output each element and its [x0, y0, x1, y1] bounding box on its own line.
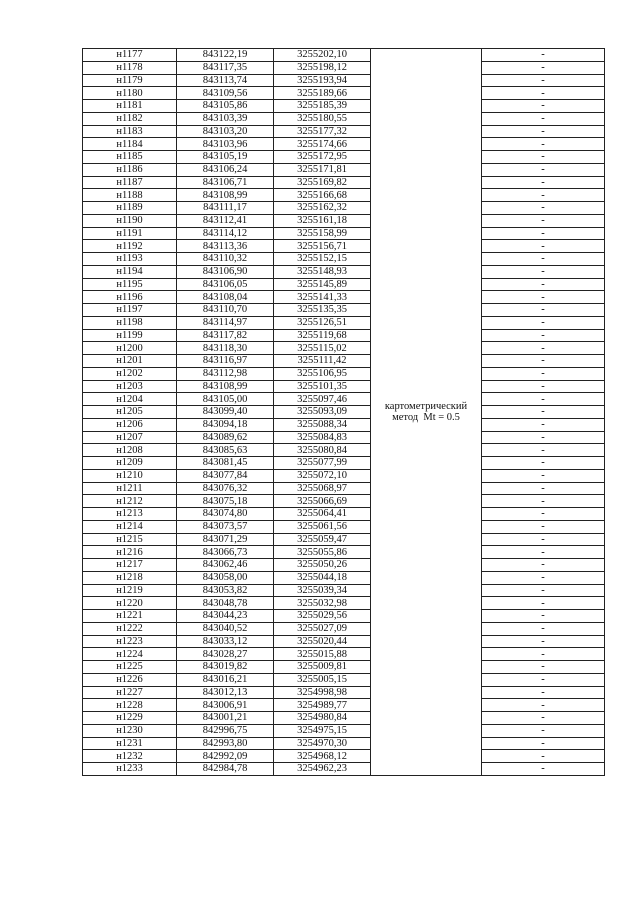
y-coordinate-cell: 3255055,86: [274, 546, 371, 559]
dash-cell: -: [482, 291, 605, 304]
table-row: [83, 329, 605, 342]
x-coordinate-cell: 843108,04: [177, 291, 274, 304]
point-name-cell: н1196: [83, 291, 177, 304]
y-coordinate-cell: 3255050,26: [274, 559, 371, 572]
y-coordinate-cell: 3255171,81: [274, 163, 371, 176]
point-name-cell: н1213: [83, 508, 177, 521]
y-coordinate-cell: 3255032,98: [274, 597, 371, 610]
x-coordinate-cell: 843071,29: [177, 533, 274, 546]
x-coordinate-cell: 843110,32: [177, 253, 274, 266]
table-row: [83, 495, 605, 508]
dash-cell: -: [482, 495, 605, 508]
x-coordinate-cell: 842996,75: [177, 724, 274, 737]
point-name-cell: н1217: [83, 559, 177, 572]
point-name-cell: н1182: [83, 112, 177, 125]
point-name-cell: н1184: [83, 138, 177, 151]
x-coordinate-cell: 843053,82: [177, 584, 274, 597]
dash-cell: -: [482, 661, 605, 674]
y-coordinate-cell: 3255101,35: [274, 380, 371, 393]
point-name-cell: н1215: [83, 533, 177, 546]
y-coordinate-cell: 3255152,15: [274, 253, 371, 266]
point-name-cell: н1232: [83, 750, 177, 763]
dash-cell: -: [482, 406, 605, 419]
point-name-cell: н1220: [83, 597, 177, 610]
y-coordinate-cell: 3255059,47: [274, 533, 371, 546]
y-coordinate-cell: 3255097,46: [274, 393, 371, 406]
y-coordinate-cell: 3255080,84: [274, 444, 371, 457]
point-name-cell: н1199: [83, 329, 177, 342]
table-row: [83, 278, 605, 291]
dash-cell: -: [482, 138, 605, 151]
dash-cell: -: [482, 253, 605, 266]
dash-cell: -: [482, 214, 605, 227]
point-name-cell: н1214: [83, 520, 177, 533]
y-coordinate-cell: 3254970,30: [274, 737, 371, 750]
x-coordinate-cell: 843106,71: [177, 176, 274, 189]
y-coordinate-cell: 3254962,23: [274, 763, 371, 776]
table-row: [83, 291, 605, 304]
table-row: [83, 520, 605, 533]
point-name-cell: н1186: [83, 163, 177, 176]
point-name-cell: н1201: [83, 355, 177, 368]
point-name-cell: н1198: [83, 316, 177, 329]
table-row: [83, 546, 605, 559]
table-row: [83, 571, 605, 584]
dash-cell: -: [482, 635, 605, 648]
table-row: [83, 406, 605, 419]
point-name-cell: н1192: [83, 240, 177, 253]
y-coordinate-cell: 3255161,18: [274, 214, 371, 227]
x-coordinate-cell: 843113,36: [177, 240, 274, 253]
x-coordinate-cell: 843103,96: [177, 138, 274, 151]
y-coordinate-cell: 3254989,77: [274, 699, 371, 712]
table-row: [83, 125, 605, 138]
x-coordinate-cell: 843006,91: [177, 699, 274, 712]
dash-cell: -: [482, 686, 605, 699]
x-coordinate-cell: 843109,56: [177, 87, 274, 100]
dash-cell: -: [482, 265, 605, 278]
x-coordinate-cell: 843103,39: [177, 112, 274, 125]
dash-cell: -: [482, 125, 605, 138]
y-coordinate-cell: 3255111,42: [274, 355, 371, 368]
x-coordinate-cell: 843113,74: [177, 74, 274, 87]
dash-cell: -: [482, 163, 605, 176]
point-name-cell: н1193: [83, 253, 177, 266]
table-row: [83, 393, 605, 406]
point-name-cell: н1211: [83, 482, 177, 495]
x-coordinate-cell: 842993,80: [177, 737, 274, 750]
table-row: [83, 61, 605, 74]
point-name-cell: н1187: [83, 176, 177, 189]
table-row: [83, 176, 605, 189]
x-coordinate-cell: 843114,12: [177, 227, 274, 240]
x-coordinate-cell: 843040,52: [177, 622, 274, 635]
x-coordinate-cell: 843094,18: [177, 418, 274, 431]
table-row: [83, 74, 605, 87]
x-coordinate-cell: 843081,45: [177, 457, 274, 470]
table-row: [83, 724, 605, 737]
y-coordinate-cell: 3255174,66: [274, 138, 371, 151]
y-coordinate-cell: 3254968,12: [274, 750, 371, 763]
y-coordinate-cell: 3255172,95: [274, 151, 371, 164]
dash-cell: -: [482, 559, 605, 572]
dash-cell: -: [482, 597, 605, 610]
dash-cell: -: [482, 61, 605, 74]
dash-cell: -: [482, 380, 605, 393]
x-coordinate-cell: 843106,05: [177, 278, 274, 291]
table-row: [83, 673, 605, 686]
dash-cell: -: [482, 151, 605, 164]
table-row: [83, 431, 605, 444]
point-name-cell: н1183: [83, 125, 177, 138]
dash-cell: -: [482, 444, 605, 457]
table-row: [83, 304, 605, 317]
table-row: [83, 737, 605, 750]
table-row: [83, 533, 605, 546]
x-coordinate-cell: 843105,19: [177, 151, 274, 164]
point-name-cell: н1225: [83, 661, 177, 674]
dash-cell: -: [482, 74, 605, 87]
table-row: [83, 367, 605, 380]
y-coordinate-cell: 3255169,82: [274, 176, 371, 189]
point-name-cell: н1227: [83, 686, 177, 699]
dash-cell: -: [482, 699, 605, 712]
x-coordinate-cell: 843062,46: [177, 559, 274, 572]
point-name-cell: н1212: [83, 495, 177, 508]
y-coordinate-cell: 3255009,81: [274, 661, 371, 674]
y-coordinate-cell: 3255162,32: [274, 202, 371, 215]
y-coordinate-cell: 3255061,56: [274, 520, 371, 533]
x-coordinate-cell: 842984,78: [177, 763, 274, 776]
x-coordinate-cell: 843103,20: [177, 125, 274, 138]
dash-cell: -: [482, 227, 605, 240]
table-row: [83, 661, 605, 674]
x-coordinate-cell: 843108,99: [177, 380, 274, 393]
y-coordinate-cell: 3254980,84: [274, 712, 371, 725]
table-row: [83, 49, 605, 62]
x-coordinate-cell: 843099,40: [177, 406, 274, 419]
dash-cell: -: [482, 584, 605, 597]
dash-cell: -: [482, 431, 605, 444]
table-row: [83, 610, 605, 623]
dash-cell: -: [482, 482, 605, 495]
point-name-cell: н1200: [83, 342, 177, 355]
dash-cell: -: [482, 355, 605, 368]
y-coordinate-cell: 3255072,10: [274, 469, 371, 482]
point-name-cell: н1207: [83, 431, 177, 444]
dash-cell: -: [482, 724, 605, 737]
coordinates-table: [82, 48, 605, 776]
dash-cell: -: [482, 278, 605, 291]
dash-cell: -: [482, 367, 605, 380]
table-row: [83, 112, 605, 125]
x-coordinate-cell: 843108,99: [177, 189, 274, 202]
y-coordinate-cell: 3255166,68: [274, 189, 371, 202]
dash-cell: -: [482, 342, 605, 355]
point-name-cell: н1188: [83, 189, 177, 202]
y-coordinate-cell: 3255066,69: [274, 495, 371, 508]
y-coordinate-cell: 3255119,68: [274, 329, 371, 342]
point-name-cell: н1180: [83, 87, 177, 100]
table-row: [83, 87, 605, 100]
x-coordinate-cell: 843019,82: [177, 661, 274, 674]
x-coordinate-cell: 843117,82: [177, 329, 274, 342]
y-coordinate-cell: 3255029,56: [274, 610, 371, 623]
y-coordinate-cell: 3255145,89: [274, 278, 371, 291]
point-name-cell: н1216: [83, 546, 177, 559]
point-name-cell: н1204: [83, 393, 177, 406]
dash-cell: -: [482, 763, 605, 776]
x-coordinate-cell: 843016,21: [177, 673, 274, 686]
point-name-cell: н1219: [83, 584, 177, 597]
y-coordinate-cell: 3255044,18: [274, 571, 371, 584]
point-name-cell: н1178: [83, 61, 177, 74]
method-text-line1: картометрический: [384, 400, 468, 412]
table-row: [83, 316, 605, 329]
dash-cell: -: [482, 622, 605, 635]
method-cell: [371, 49, 482, 776]
x-coordinate-cell: 843001,21: [177, 712, 274, 725]
dash-cell: -: [482, 316, 605, 329]
dash-cell: -: [482, 571, 605, 584]
dash-cell: -: [482, 457, 605, 470]
x-coordinate-cell: 843033,12: [177, 635, 274, 648]
coordinates-table-body: [83, 49, 605, 776]
point-name-cell: н1181: [83, 100, 177, 113]
dash-cell: -: [482, 240, 605, 253]
dash-cell: -: [482, 202, 605, 215]
y-coordinate-cell: 3255202,10: [274, 49, 371, 62]
y-coordinate-cell: 3255084,83: [274, 431, 371, 444]
table-row: [83, 750, 605, 763]
x-coordinate-cell: 843111,17: [177, 202, 274, 215]
x-coordinate-cell: 843112,41: [177, 214, 274, 227]
point-name-cell: н1197: [83, 304, 177, 317]
y-coordinate-cell: 3255148,93: [274, 265, 371, 278]
x-coordinate-cell: 843116,97: [177, 355, 274, 368]
point-name-cell: н1185: [83, 151, 177, 164]
y-coordinate-cell: 3255064,41: [274, 508, 371, 521]
dash-cell: -: [482, 189, 605, 202]
y-coordinate-cell: 3255093,09: [274, 406, 371, 419]
y-coordinate-cell: 3255193,94: [274, 74, 371, 87]
y-coordinate-cell: 3255068,97: [274, 482, 371, 495]
point-name-cell: н1231: [83, 737, 177, 750]
x-coordinate-cell: 843110,70: [177, 304, 274, 317]
x-coordinate-cell: 843105,86: [177, 100, 274, 113]
x-coordinate-cell: 843085,63: [177, 444, 274, 457]
point-name-cell: н1222: [83, 622, 177, 635]
x-coordinate-cell: 843105,00: [177, 393, 274, 406]
method-text-line2: метод Mt = 0.5: [392, 411, 460, 423]
x-coordinate-cell: 843058,00: [177, 571, 274, 584]
x-coordinate-cell: 843118,30: [177, 342, 274, 355]
y-coordinate-cell: 3255180,55: [274, 112, 371, 125]
x-coordinate-cell: 843106,24: [177, 163, 274, 176]
x-coordinate-cell: 843075,18: [177, 495, 274, 508]
dash-cell: -: [482, 737, 605, 750]
y-coordinate-cell: 3255106,95: [274, 367, 371, 380]
dash-cell: -: [482, 508, 605, 521]
x-coordinate-cell: 843074,80: [177, 508, 274, 521]
dash-cell: -: [482, 304, 605, 317]
y-coordinate-cell: 3255141,33: [274, 291, 371, 304]
y-coordinate-cell: 3254975,15: [274, 724, 371, 737]
y-coordinate-cell: 3255126,51: [274, 316, 371, 329]
table-row: [83, 559, 605, 572]
x-coordinate-cell: 843077,84: [177, 469, 274, 482]
table-row: [83, 635, 605, 648]
dash-cell: -: [482, 393, 605, 406]
point-name-cell: н1189: [83, 202, 177, 215]
table-row: [83, 253, 605, 266]
table-row: [83, 712, 605, 725]
point-name-cell: н1221: [83, 610, 177, 623]
point-name-cell: н1230: [83, 724, 177, 737]
x-coordinate-cell: 843106,90: [177, 265, 274, 278]
dash-cell: -: [482, 673, 605, 686]
table-row: [83, 100, 605, 113]
y-coordinate-cell: 3255020,44: [274, 635, 371, 648]
dash-cell: -: [482, 546, 605, 559]
point-name-cell: н1224: [83, 648, 177, 661]
point-name-cell: н1179: [83, 74, 177, 87]
table-row: [83, 214, 605, 227]
point-name-cell: н1210: [83, 469, 177, 482]
x-coordinate-cell: 843028,27: [177, 648, 274, 661]
dash-cell: -: [482, 469, 605, 482]
dash-cell: -: [482, 648, 605, 661]
table-row: [83, 227, 605, 240]
point-name-cell: н1226: [83, 673, 177, 686]
y-coordinate-cell: 3255177,32: [274, 125, 371, 138]
point-name-cell: н1191: [83, 227, 177, 240]
x-coordinate-cell: 843089,62: [177, 431, 274, 444]
dash-cell: -: [482, 533, 605, 546]
table-row: [83, 189, 605, 202]
dash-cell: -: [482, 329, 605, 342]
table-row: [83, 469, 605, 482]
x-coordinate-cell: 843117,35: [177, 61, 274, 74]
y-coordinate-cell: 3255005,15: [274, 673, 371, 686]
point-name-cell: н1208: [83, 444, 177, 457]
table-row: [83, 482, 605, 495]
dash-cell: -: [482, 49, 605, 62]
y-coordinate-cell: 3255027,09: [274, 622, 371, 635]
y-coordinate-cell: 3255189,66: [274, 87, 371, 100]
point-name-cell: н1202: [83, 367, 177, 380]
table-row: [83, 355, 605, 368]
point-name-cell: н1177: [83, 49, 177, 62]
x-coordinate-cell: 843044,23: [177, 610, 274, 623]
dash-cell: -: [482, 100, 605, 113]
table-row: [83, 444, 605, 457]
dash-cell: -: [482, 112, 605, 125]
dash-cell: -: [482, 520, 605, 533]
table-row: [83, 380, 605, 393]
dash-cell: -: [482, 176, 605, 189]
point-name-cell: н1206: [83, 418, 177, 431]
table-row: [83, 138, 605, 151]
dash-cell: -: [482, 610, 605, 623]
y-coordinate-cell: 3255135,35: [274, 304, 371, 317]
y-coordinate-cell: 3255156,71: [274, 240, 371, 253]
table-row: [83, 584, 605, 597]
y-coordinate-cell: 3255039,34: [274, 584, 371, 597]
point-name-cell: н1203: [83, 380, 177, 393]
x-coordinate-cell: 842992,09: [177, 750, 274, 763]
x-coordinate-cell: 843012,13: [177, 686, 274, 699]
table-row: [83, 202, 605, 215]
dash-cell: -: [482, 712, 605, 725]
point-name-cell: н1223: [83, 635, 177, 648]
point-name-cell: н1205: [83, 406, 177, 419]
table-row: [83, 648, 605, 661]
y-coordinate-cell: 3255077,99: [274, 457, 371, 470]
y-coordinate-cell: 3254998,98: [274, 686, 371, 699]
y-coordinate-cell: 3255115,02: [274, 342, 371, 355]
table-row: [83, 508, 605, 521]
x-coordinate-cell: 843073,57: [177, 520, 274, 533]
y-coordinate-cell: 3255158,99: [274, 227, 371, 240]
table-row: [83, 163, 605, 176]
table-row: [83, 151, 605, 164]
x-coordinate-cell: 843112,98: [177, 367, 274, 380]
y-coordinate-cell: 3255015,88: [274, 648, 371, 661]
point-name-cell: н1228: [83, 699, 177, 712]
point-name-cell: н1218: [83, 571, 177, 584]
table-row: [83, 457, 605, 470]
point-name-cell: н1233: [83, 763, 177, 776]
table-row: [83, 240, 605, 253]
x-coordinate-cell: 843066,73: [177, 546, 274, 559]
y-coordinate-cell: 3255185,39: [274, 100, 371, 113]
table-row: [83, 622, 605, 635]
point-name-cell: н1195: [83, 278, 177, 291]
x-coordinate-cell: 843048,78: [177, 597, 274, 610]
table-row: [83, 342, 605, 355]
dash-cell: -: [482, 418, 605, 431]
table-row: [83, 418, 605, 431]
table-row: [83, 763, 605, 776]
y-coordinate-cell: 3255088,34: [274, 418, 371, 431]
x-coordinate-cell: 843114,97: [177, 316, 274, 329]
point-name-cell: н1190: [83, 214, 177, 227]
dash-cell: -: [482, 87, 605, 100]
table-row: [83, 265, 605, 278]
x-coordinate-cell: 843076,32: [177, 482, 274, 495]
table-row: [83, 686, 605, 699]
y-coordinate-cell: 3255198,12: [274, 61, 371, 74]
table-row: [83, 597, 605, 610]
x-coordinate-cell: 843122,19: [177, 49, 274, 62]
dash-cell: -: [482, 750, 605, 763]
point-name-cell: н1229: [83, 712, 177, 725]
point-name-cell: н1209: [83, 457, 177, 470]
point-name-cell: н1194: [83, 265, 177, 278]
table-row: [83, 699, 605, 712]
